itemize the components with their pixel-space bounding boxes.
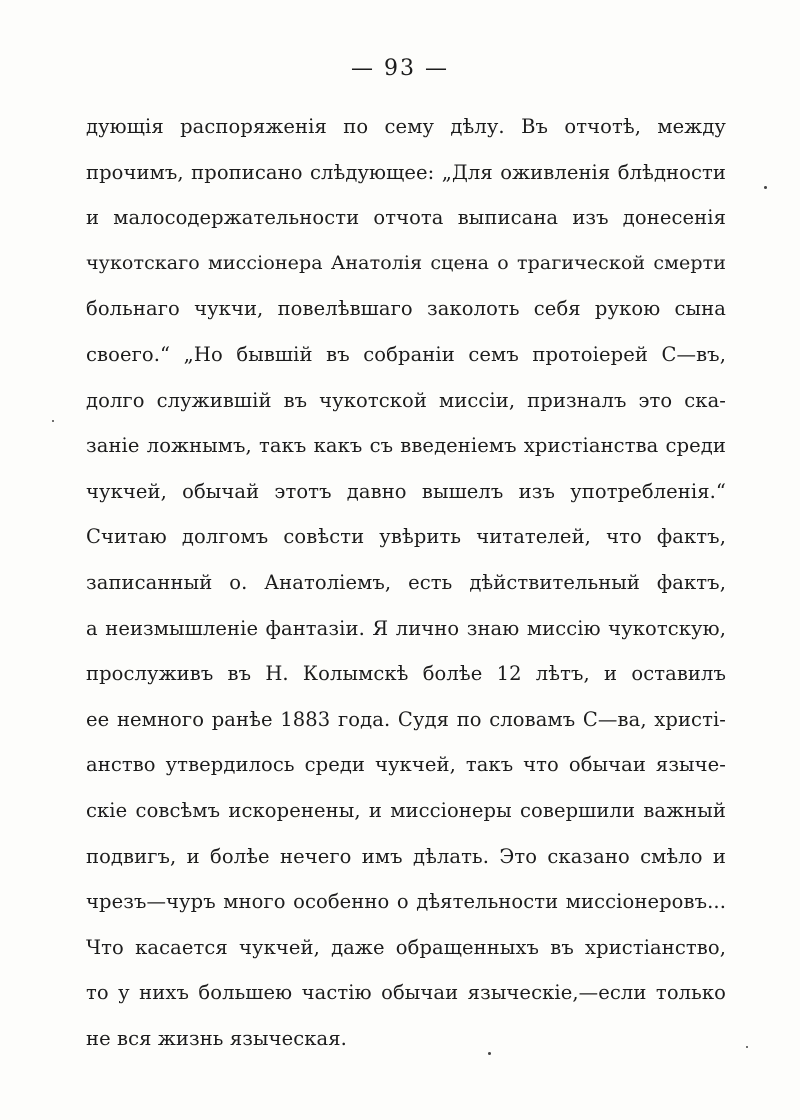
ink-speck xyxy=(488,1052,491,1055)
body-text xyxy=(86,104,726,1061)
text-line: своего.“ „Но бывшій въ собраніи семъ протоіерей С—въ, xyxy=(86,342,726,366)
ink-speck xyxy=(764,186,767,189)
text-line: прослуживъ въ Н. Колымскѣ болѣе 12 лѣтъ, и оставилъ xyxy=(86,662,726,686)
ink-speck xyxy=(52,420,54,422)
page-number: — 93 — xyxy=(351,56,449,81)
text-line: а неизмышленіе фантазіи. Я лично знаю миссію чукотскую, xyxy=(86,616,726,640)
ink-speck xyxy=(746,1046,748,1048)
text-line: Что касается чукчей, даже обращенныхъ въ христіанство, xyxy=(86,935,726,959)
text-line: больнаго чукчи, повелѣвшаго заколоть себя рукою сына xyxy=(86,297,726,321)
text-line: дующія распоряженія по сему дѣлу. Въ отчотѣ, между xyxy=(86,115,726,138)
text-line: долго служившій въ чукотской миссіи, призналъ это ска- xyxy=(86,388,726,412)
text-line: и малосодержательности отчота выписана изъ донесенія xyxy=(86,206,726,230)
text-line: чукчей, обычай этотъ давно вышелъ изъ употребленія.“ xyxy=(86,479,726,503)
text-line: ее немного ранѣе 1883 года. Судя по словамъ С—ва, христі- xyxy=(86,707,726,731)
text-line: заніе ложнымъ, такъ какъ съ введеніемъ христіанства среди xyxy=(86,434,726,458)
text-line: анство утвердилось среди чукчей, такъ что обычаи языче- xyxy=(86,753,726,777)
text-line: Считаю долгомъ совѣсти увѣрить читателей, что фактъ, xyxy=(86,525,726,549)
text-line-last: не вся жизнь языческая. xyxy=(86,1026,347,1050)
text-line: чукотскаго миссіонера Анатолія сцена о трагической смерти xyxy=(86,251,726,274)
text-line: подвигъ, и болѣе нечего имъ дѣлать. Это сказано смѣло и xyxy=(86,844,726,868)
text-line: записанный о. Анатоліемъ, есть дѣйствительный фактъ, xyxy=(86,570,726,594)
text-line: прочимъ, прописано слѣдующее: „Для оживленія блѣдности xyxy=(86,160,726,184)
text-line: то у нихъ большею частію обычаи языческіе,—если только xyxy=(86,981,726,1005)
text-line: скіе совсѣмъ искоренены, и миссіонеры совершили важный xyxy=(86,798,726,822)
text-line: чрезъ—чуръ много особенно о дѣятельности миссіонеровъ... xyxy=(86,890,726,914)
